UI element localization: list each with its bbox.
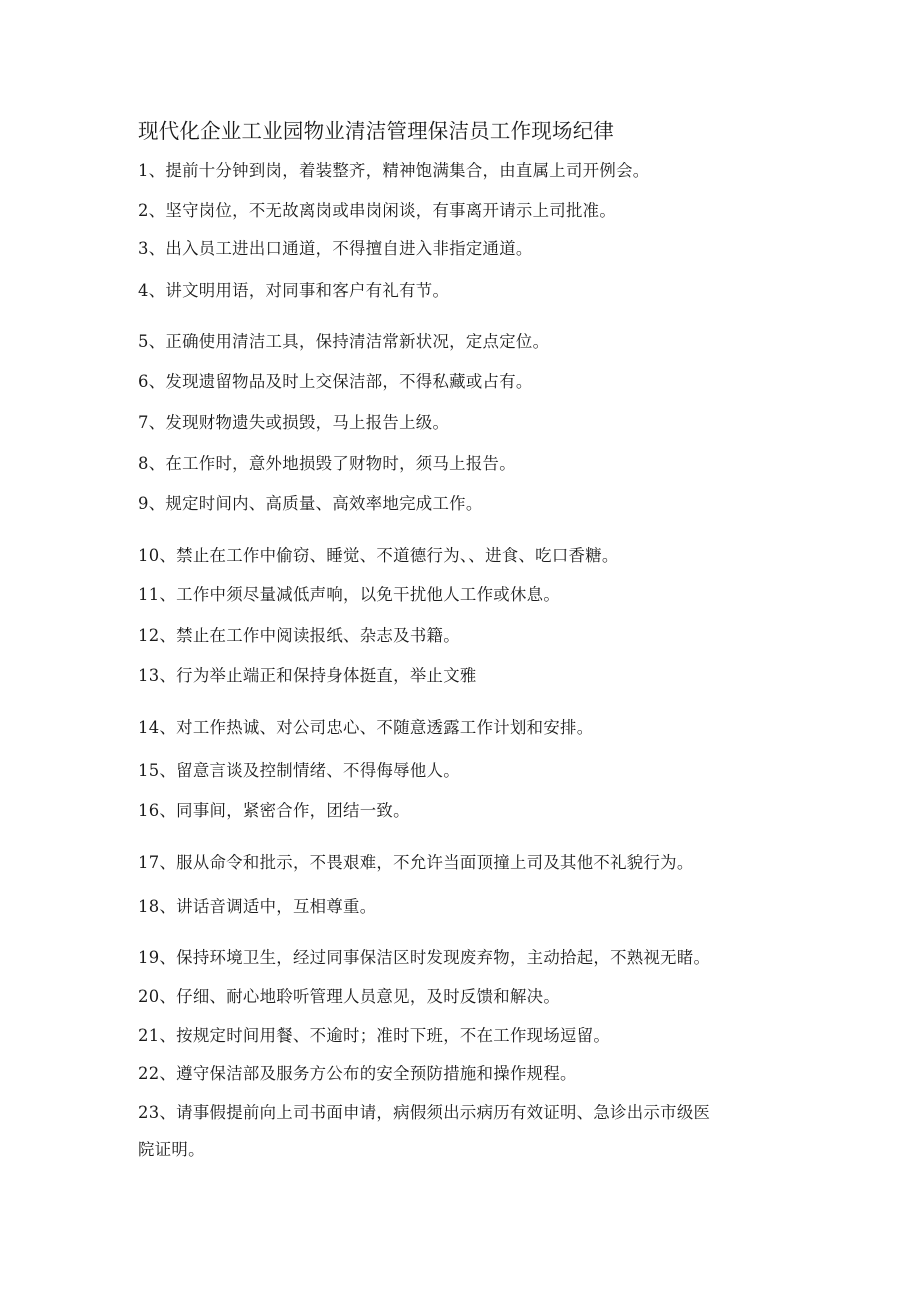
rule-item-4: 4、讲文明用语，对同事和客户有礼有节。 <box>138 281 450 300</box>
rule-item-9: 9、规定时间内、高质量、高效率地完成工作。 <box>138 494 483 513</box>
rule-item-5: 5、正确使用清洁工具，保持清洁常新状况，定点定位。 <box>138 332 550 351</box>
rule-item-1: 1、提前十分钟到岗，着装整齐，精神饱满集合，由直属上司开例会。 <box>138 161 650 180</box>
rule-item-17: 17、服从命令和批示，不畏艰难，不允许当面顶撞上司及其他不礼貌行为。 <box>138 853 694 872</box>
rule-item-21: 21、按规定时间用餐、不逾时；准时下班，不在工作现场逗留。 <box>138 1026 611 1045</box>
document-title: 现代化企业工业园物业清洁管理保洁员工作现场纪律 <box>138 119 615 143</box>
rule-item-7: 7、发现财物遗失或损毁，马上报告上级。 <box>138 413 450 432</box>
rule-item-23: 23、请事假提前向上司书面申请，病假须出示病历有效证明、急诊出示市级医 <box>138 1103 711 1122</box>
rule-item-3: 3、出入员工进出口通道，不得擅自进入非指定通道。 <box>138 239 533 258</box>
rule-item-22: 22、遵守保洁部及服务方公布的安全预防措施和操作规程。 <box>138 1064 577 1083</box>
rule-item-11: 11、工作中须尽量减低声响，以免干扰他人工作或休息。 <box>138 585 561 604</box>
rule-item-15: 15、留意言谈及控制情绪、不得侮辱他人。 <box>138 761 460 780</box>
rule-item-14: 14、对工作热诚、对公司忠心、不随意透露工作计划和安排。 <box>138 718 594 737</box>
rule-item-2: 2、坚守岗位，不无故离岗或串岗闲谈，有事离开请示上司批准。 <box>138 201 617 220</box>
rule-item-23-continuation: 院证明。 <box>138 1140 205 1159</box>
rule-item-13: 13、行为举止端正和保持身体挺直，举止文雅 <box>138 666 477 685</box>
rule-item-16: 16、同事间，紧密合作，团结一致。 <box>138 801 410 820</box>
rule-item-19: 19、保持环境卫生，经过同事保洁区时发现废弃物，主动拾起，不熟视无睹。 <box>138 948 711 967</box>
rule-item-10: 10、禁止在工作中偷窃、睡觉、不道德行为、、进食、吃口香糖。 <box>138 546 619 565</box>
rule-item-18: 18、讲话音调适中，互相尊重。 <box>138 897 377 916</box>
rule-item-6: 6、发现遗留物品及时上交保洁部，不得私藏或占有。 <box>138 372 533 391</box>
rule-item-20: 20、仔细、耐心地聆听管理人员意见，及时反馈和解决。 <box>138 987 561 1006</box>
rule-item-8: 8、在工作时，意外地损毁了财物时，须马上报告。 <box>138 454 516 473</box>
rule-item-12: 12、禁止在工作中阅读报纸、杂志及书籍。 <box>138 626 460 645</box>
